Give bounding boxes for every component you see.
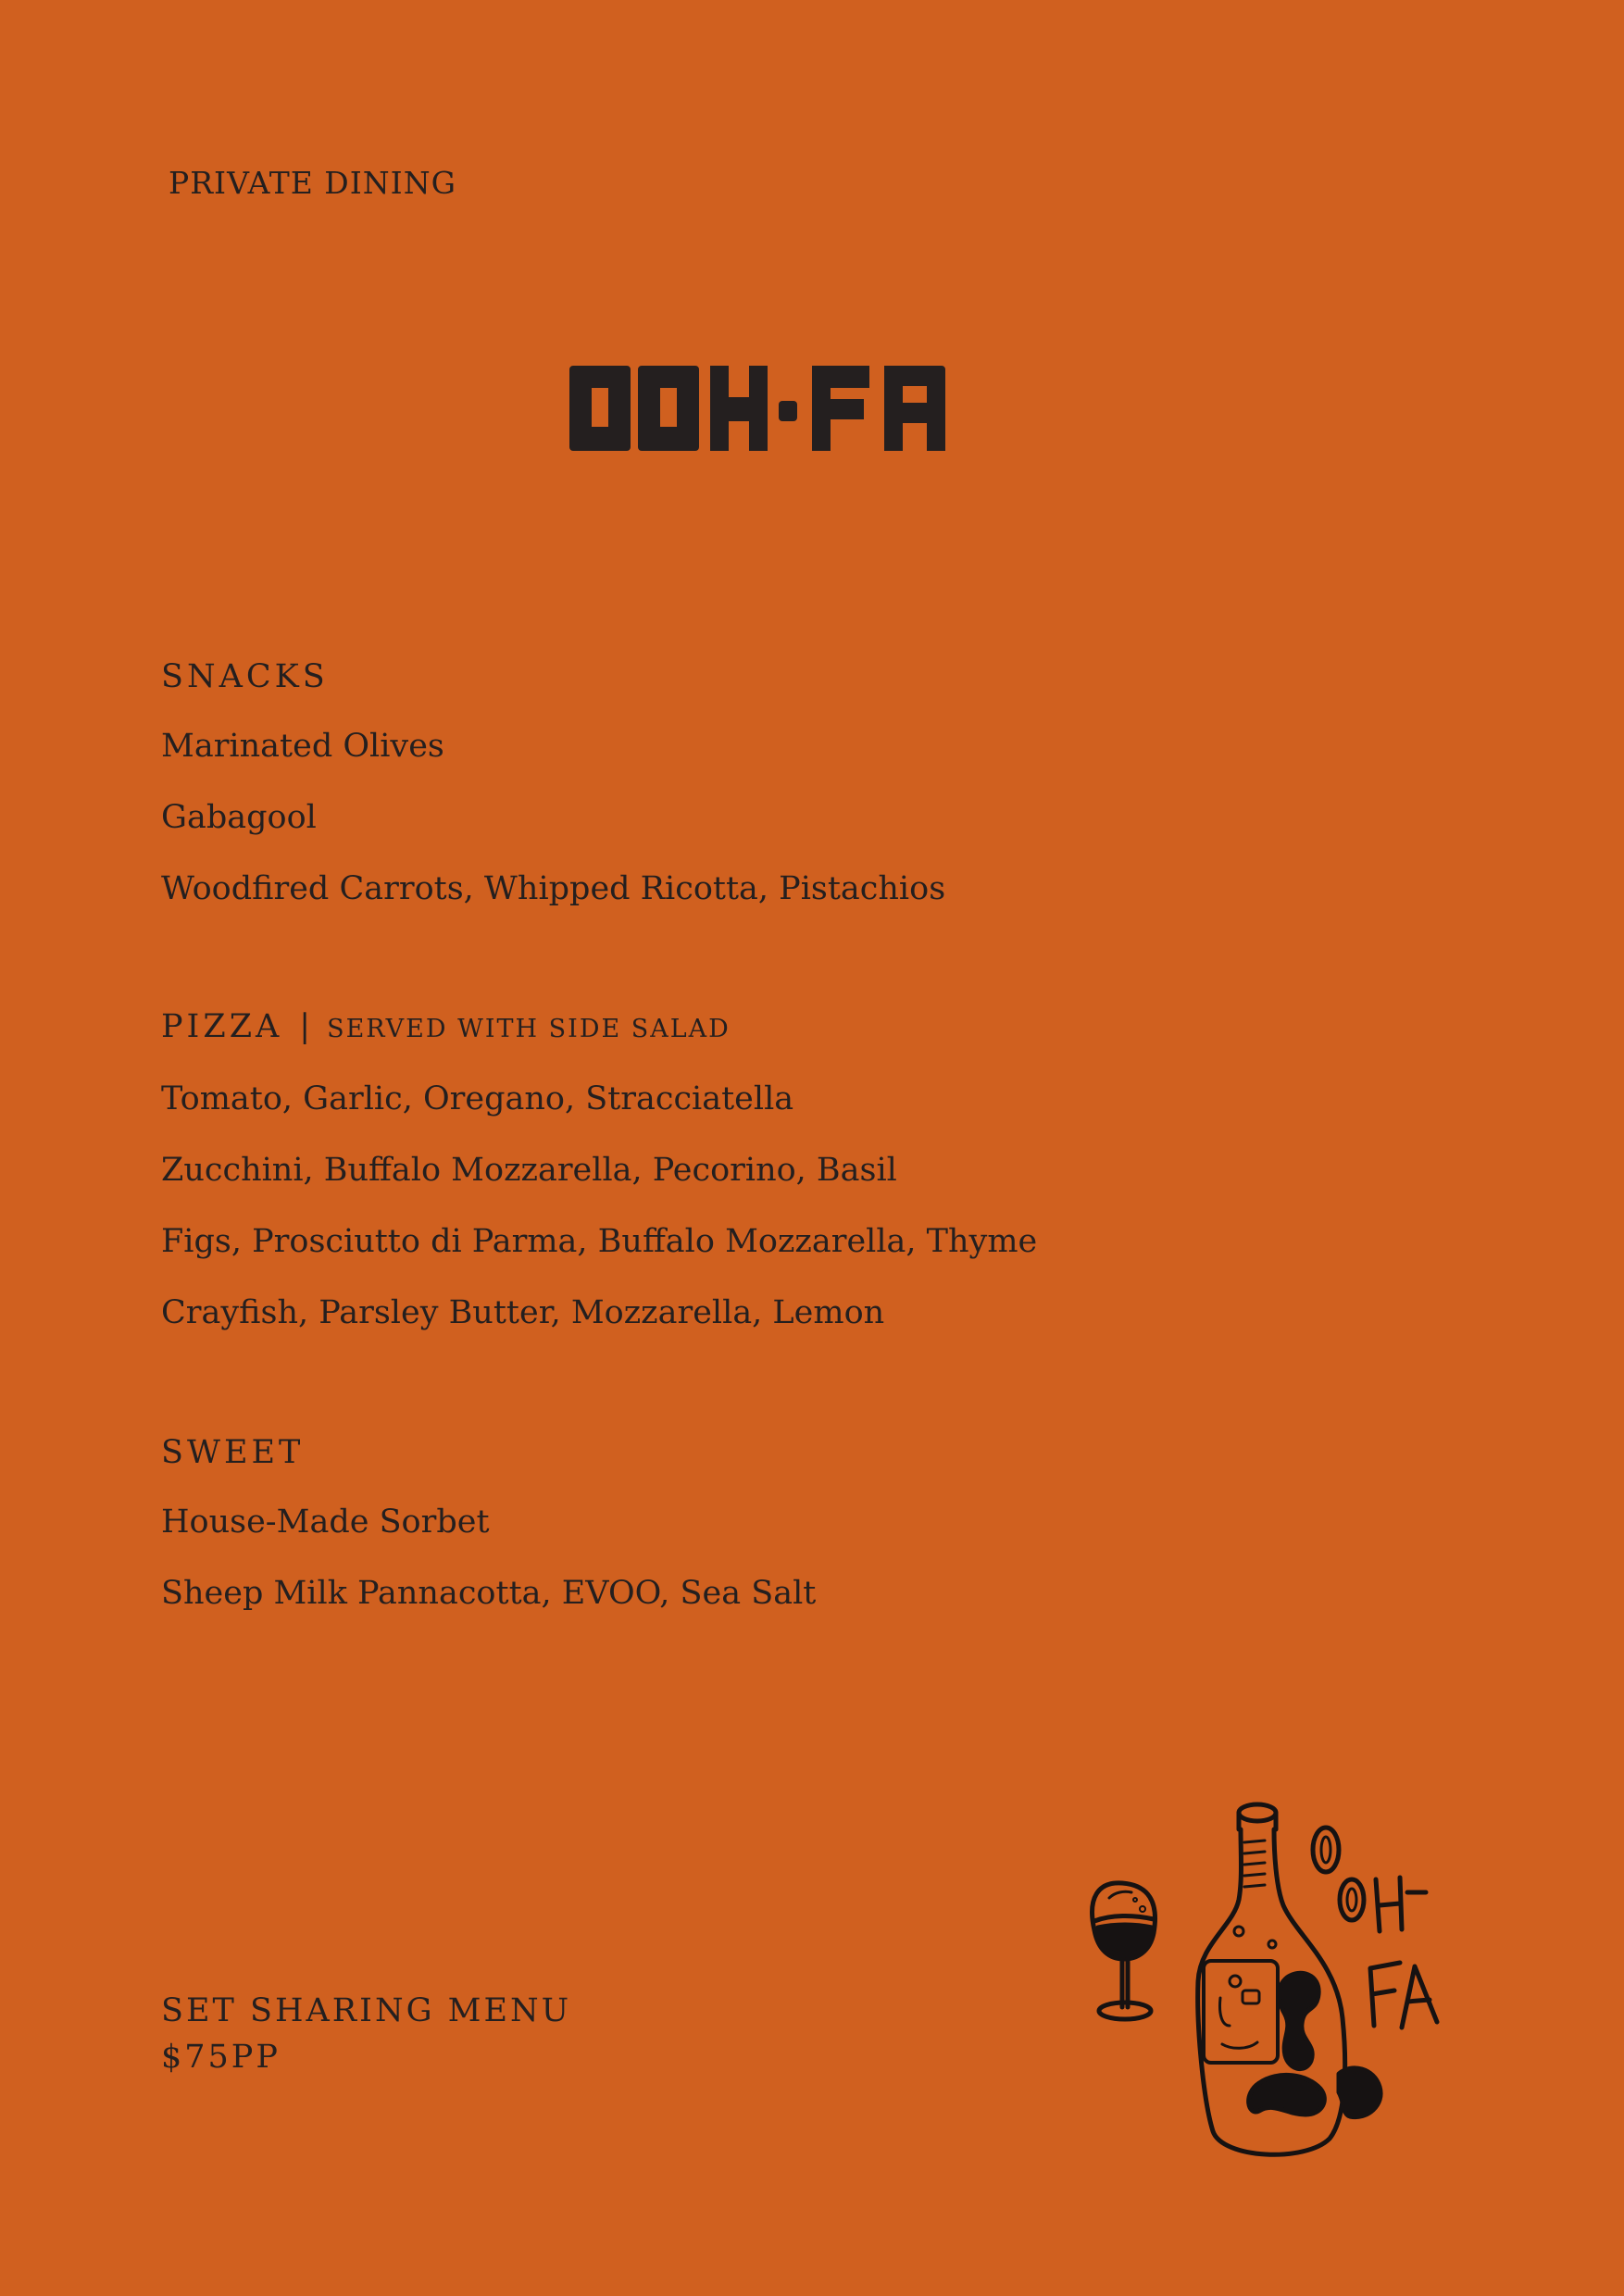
ooh-fa-logo-icon	[569, 366, 981, 451]
set-menu-label: SET SHARING MENU	[161, 1992, 572, 2029]
pizza-title: PIZZA	[161, 1008, 283, 1045]
sweet-section	[161, 1431, 1365, 1643]
menu-item: Crayfish, Parsley Butter, Mozzarella, Lemon	[161, 1294, 885, 1331]
wine-glass-icon	[1093, 1883, 1156, 2019]
wine-illustration-icon	[1074, 1796, 1463, 2166]
snacks-section	[161, 655, 1365, 939]
pizza-heading	[161, 1005, 1365, 1051]
pizza-note: SERVED WITH SIDE SALAD	[327, 1015, 731, 1043]
menu-item: Marinated Olives	[161, 728, 444, 765]
menu-item: Sheep Milk Pannacotta, EVOO, Sea Salt	[161, 1575, 817, 1612]
page-eyebrow: PRIVATE DINING	[169, 165, 456, 201]
sweet-heading: SWEET	[161, 1434, 305, 1471]
set-menu-price: $75PP	[161, 2039, 281, 2076]
brand-logo	[569, 366, 981, 455]
pizza-separator: |	[299, 1008, 311, 1045]
pizza-section	[161, 1005, 1365, 1363]
menu-item: Zucchini, Buffalo Mozzarella, Pecorino, Basil	[161, 1152, 897, 1189]
menu-item: Gabagool	[161, 799, 317, 836]
snacks-heading: SNACKS	[161, 658, 329, 695]
menu-item: Woodfired Carrots, Whipped Ricotta, Pistachios	[161, 870, 946, 907]
menu-item: Tomato, Garlic, Oregano, Stracciatella	[161, 1080, 794, 1117]
menu-item: House-Made Sorbet	[161, 1504, 490, 1541]
wine-bottle-and-glass-illustration	[1074, 1796, 1463, 2170]
menu-footer	[161, 1988, 571, 2080]
wine-bottle-icon	[1198, 1804, 1380, 2154]
menu-item: Figs, Prosciutto di Parma, Buffalo Mozzarella, Thyme	[161, 1223, 1038, 1260]
ooh-fa-lettering-icon	[1313, 1828, 1437, 2028]
